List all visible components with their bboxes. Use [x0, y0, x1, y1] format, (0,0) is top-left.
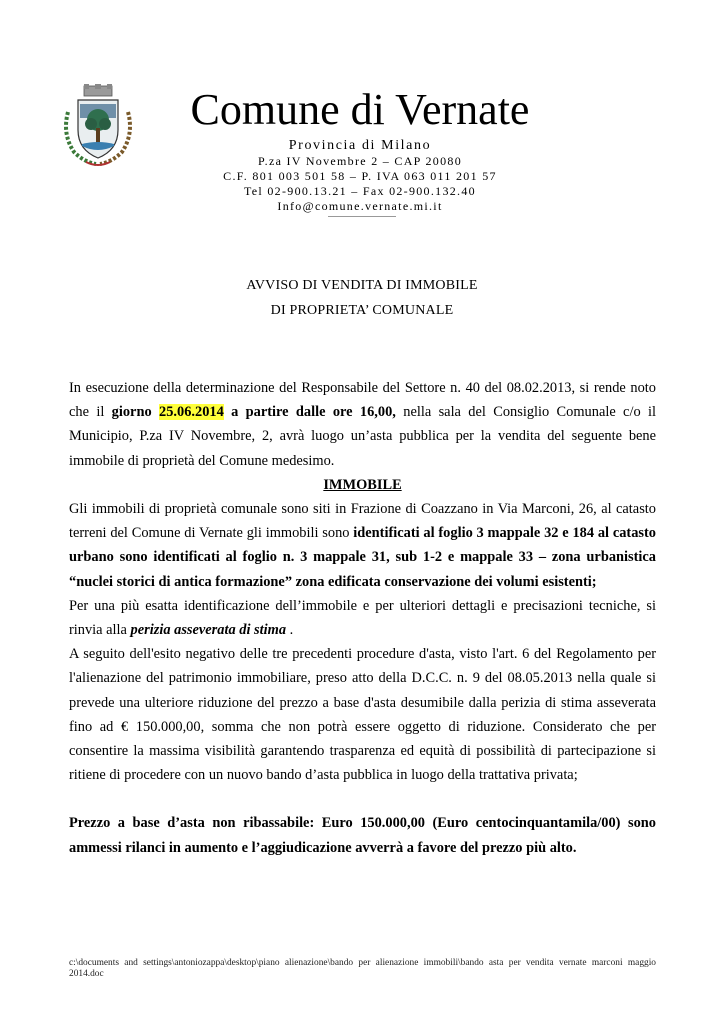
text-run: .: [286, 622, 294, 639]
paragraph-gap: [69, 787, 656, 811]
footer-file-path: c:\documents and settings\antoniozappa\desktop\piano alienazione\bando per alienazione immobili\bando asta per vendita vernate marconi maggio 2014.doc: [69, 958, 656, 979]
address-line: P.za IV Novembre 2 – CAP 20080: [258, 154, 462, 168]
highlighted-auction-date: 25.06.2014: [159, 404, 224, 421]
appraisal-reference-emphasis: perizia asseverata di stima: [130, 622, 287, 639]
paragraph-procedure: A seguito dell'esito negativo delle tre precedenti procedure d'asta, visto l'art. 6 del Regolamento per l'alienazione del patrimonio immobiliare, preso atto della D.C.C. n. 9 del 08.05.2013 nella quale si prevede una ulteriore riduzione del prezzo a base d'asta desumibile dalla perizia di stima asseverata fino ad € 150.000,00, somma che non potrà essere oggetto di riduzione. Considerato che per consentire la massima visibilità garantendo trasparenza ed equità di possibilità di partecipazione si ritiene di procedere con un nuovo bando d’asta pubblica in luogo della trattativa privata;: [69, 646, 656, 784]
bold-cadastral-details: identificati al foglio 3 mappale 32 e 184 al catasto urbano sono identificati al foglio n. 3 mappale 31, sub 1-2 e mappale 33 – zona urbanistica “nuclei storici di antica formazione” zona edificata conservazione dei volumi esistenti;: [69, 525, 656, 590]
header-divider: [328, 216, 396, 217]
paragraph-property-description: [69, 497, 656, 594]
bold-auction-time: a partire dalle ore 16,00,: [223, 404, 396, 421]
section-heading-text: IMMOBILE: [323, 476, 402, 493]
text-run: In esecuzione della determinazione del Responsabile del Settore n. 40 del 08.02.2013, si rende noto che il: [69, 380, 656, 421]
phone-fax-line: Tel 02-900.13.21 – Fax 02-900.132.40: [244, 184, 476, 198]
text-run: Gli immobili di proprietà comunale sono siti in Frazione di Coazzano in Via Marconi, 26, al catasto terreni del Comune di Vernate gli immobili sono: [69, 501, 656, 542]
paragraph-appraisal-reference: [69, 594, 656, 642]
text-run: Per una più esatta identificazione dell’immobile e per ulteriori dettagli e precisazioni tecniche, si rinvia alla: [69, 597, 656, 639]
bold-base-price: Prezzo a base d’asta non ribassabile: Euro 150.000,00 (Euro centocinquantamila/00) sono ammessi rilanci in aumento e l’aggiudicazione avverrà a favore del prezzo più alto.: [69, 815, 656, 856]
text-run: nella sala del Consiglio Comunale c/o il Municipio, P.za IV Novembre, 2, avrà luogo un’asta pubblica per la vendita del seguente bene immobile di proprietà del Comune medesimo.: [69, 404, 656, 469]
notice-body: [69, 376, 656, 860]
province-line: Provincia di Milano: [288, 138, 432, 153]
section-heading-immobile: [69, 473, 656, 497]
tax-id-line: C.F. 801 003 501 58 – P. IVA 063 011 201 57: [223, 169, 497, 183]
town-name: Comune di Vernate: [190, 85, 530, 134]
notice-title-line-2: DI PROPRIETA’ COMUNALE: [270, 303, 454, 318]
email-line: Info@comune.vernate.mi.it: [277, 199, 443, 213]
paragraph-auction-date: [69, 376, 656, 473]
paragraph-base-price: [69, 811, 656, 859]
municipal-crest-icon: [58, 84, 138, 168]
bold-giorno: giorno: [111, 404, 152, 421]
notice-title-line-1: AVVISO DI VENDITA DI IMMOBILE: [246, 278, 478, 293]
